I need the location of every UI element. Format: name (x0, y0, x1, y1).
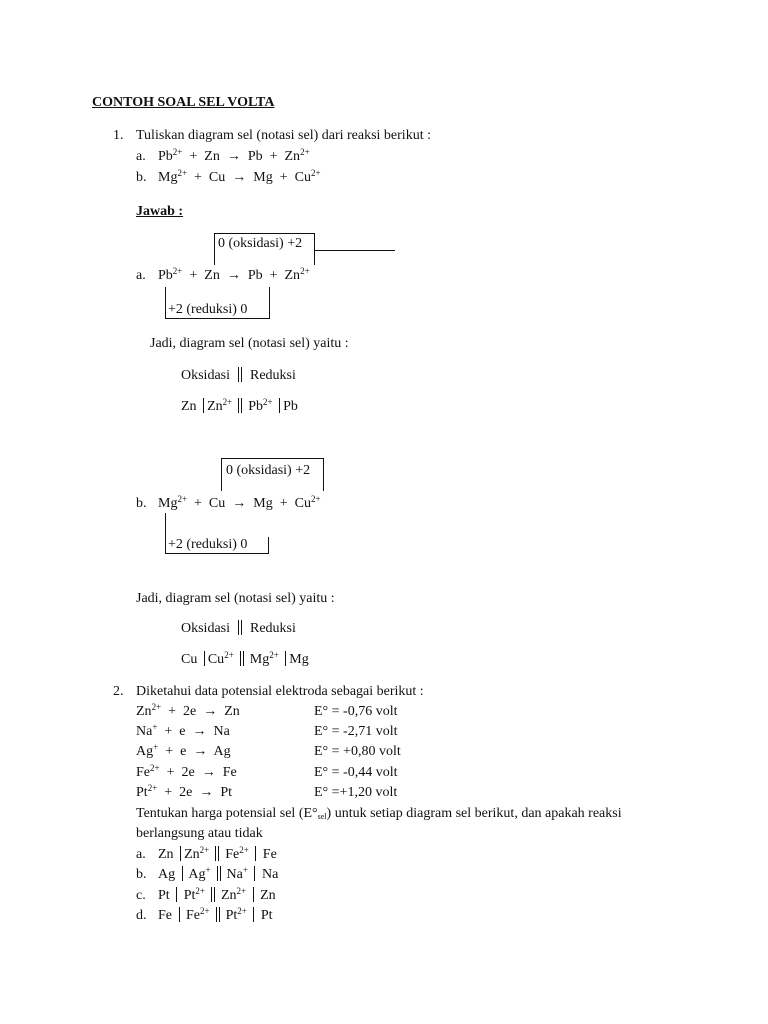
potential-fe: E° = -0,44 volt (314, 765, 398, 780)
potential-ag: E° = +0,80 volt (314, 744, 401, 759)
q1-b-label: b. (136, 170, 147, 185)
oxidation-heading-b: Oksidasi (181, 621, 230, 636)
potential-zn: E° = -0,76 volt (314, 704, 398, 719)
conclusion-a: Jadi, diagram sel (notasi sel) yaitu : (150, 336, 349, 351)
answer-a-label: a. (136, 268, 146, 283)
oxidation-label-a: 0 (oksidasi) +2 (218, 236, 303, 251)
cell-notation-b: Cu $Cu^{2+}$ $Mg^{2+}$ Mg (181, 650, 309, 667)
oxidation-bracket-top (214, 233, 315, 234)
reduction-bracket-b-right (268, 537, 269, 554)
oxidation-bracket-b-left (221, 458, 222, 491)
page-title: CONTOH SOAL SEL VOLTA (92, 95, 275, 110)
conclusion-b: Jadi, diagram sel (notasi sel) yaitu : (136, 591, 335, 606)
cell-notation-a: Zn $Zn^{2+}$ $Pb^{2+}$ Pb (181, 397, 298, 414)
q1-b-reaction: $Mg^{2+} + Cu \to Mg + Cu^{2+}$ (158, 168, 321, 185)
half-reaction-ag: Ag+ + e → Ag (136, 742, 231, 759)
q2-c-cell: Pt $Pt^{2+}$ $Zn^{2+}$ Zn (158, 886, 276, 903)
half-reaction-zn: $Zn^{2+} + 2e \to Zn$ (136, 702, 240, 719)
potential-pt: E° =+1,20 volt (314, 785, 398, 800)
q2-a-label: a. (136, 847, 146, 862)
oxidation-bracket-left (214, 233, 215, 265)
oxidation-heading-a: Oksidasi (181, 368, 230, 383)
reduction-heading-b: Reduksi (250, 621, 296, 636)
answer-b-label: b. (136, 496, 147, 511)
half-reaction-fe: $Fe^{2+} + 2e \to Fe$ (136, 763, 237, 780)
q2-number: 2. (113, 684, 124, 699)
answer-b-reaction: $Mg^{2+} + Cu \to Mg + Cu^{2+}$ (158, 494, 321, 511)
oxidation-label-b: 0 (oksidasi) +2 (226, 463, 311, 478)
oxidation-bracket-right (314, 233, 315, 265)
answer-label: Jawab : (136, 204, 184, 219)
potential-na: E° = -2,71 volt (314, 724, 398, 739)
half-reaction-na: Na+ + e → Na (136, 722, 230, 739)
cell-header-b (181, 620, 296, 638)
reduction-bracket-left (165, 287, 166, 319)
q2-task-line1: Tentukan harga potensial sel $(E^\circ_{sel})$ untuk setiap diagram sel berikut, dan apakah reaksi (136, 806, 622, 821)
q2-a-cell: Zn $Zn^{2+}$ $Fe^{2+}$ Fe (158, 845, 277, 862)
cell-header-a (181, 367, 296, 385)
q2-b-cell: Ag Ag+ Na+ Na (158, 865, 279, 882)
q2-b-label: b. (136, 867, 147, 882)
q1-a-label: a. (136, 149, 146, 164)
q2-task-line2: berlangsung atau tidak (136, 826, 263, 841)
oxidation-bracket-b-top (221, 458, 324, 459)
q2-intro: Diketahui data potensial elektroda sebagai berikut : (136, 684, 424, 699)
reduction-label-a: +2 (reduksi) 0 (168, 302, 248, 317)
reduction-bracket-b-left (165, 513, 166, 554)
oxidation-bracket-b-right (323, 458, 324, 491)
half-reaction-pt: $Pt^{2+} + 2e \to Pt$ (136, 783, 233, 800)
answer-a-reaction: $Pb^{2+} + Zn \to Pb + Zn^{2+}$ (158, 266, 310, 283)
q2-c-label: c. (136, 888, 146, 903)
q1-a-reaction: $Pb^{2+} + Zn \to Pb + Zn^{2+}$ (158, 147, 310, 164)
q2-d-label: d. (136, 908, 147, 923)
reduction-bracket-right (269, 287, 270, 319)
q1-question: Tuliskan diagram sel (notasi sel) dari reaksi berikut : (136, 128, 431, 143)
reduction-label-b: +2 (reduksi) 0 (168, 537, 248, 552)
oxidation-bracket-tail (314, 250, 395, 251)
q2-d-cell: Fe $Fe^{2+}$ $Pt^{2+}$ Pt (158, 906, 273, 923)
reduction-heading-a: Reduksi (250, 368, 296, 383)
q1-number: 1. (113, 128, 124, 143)
